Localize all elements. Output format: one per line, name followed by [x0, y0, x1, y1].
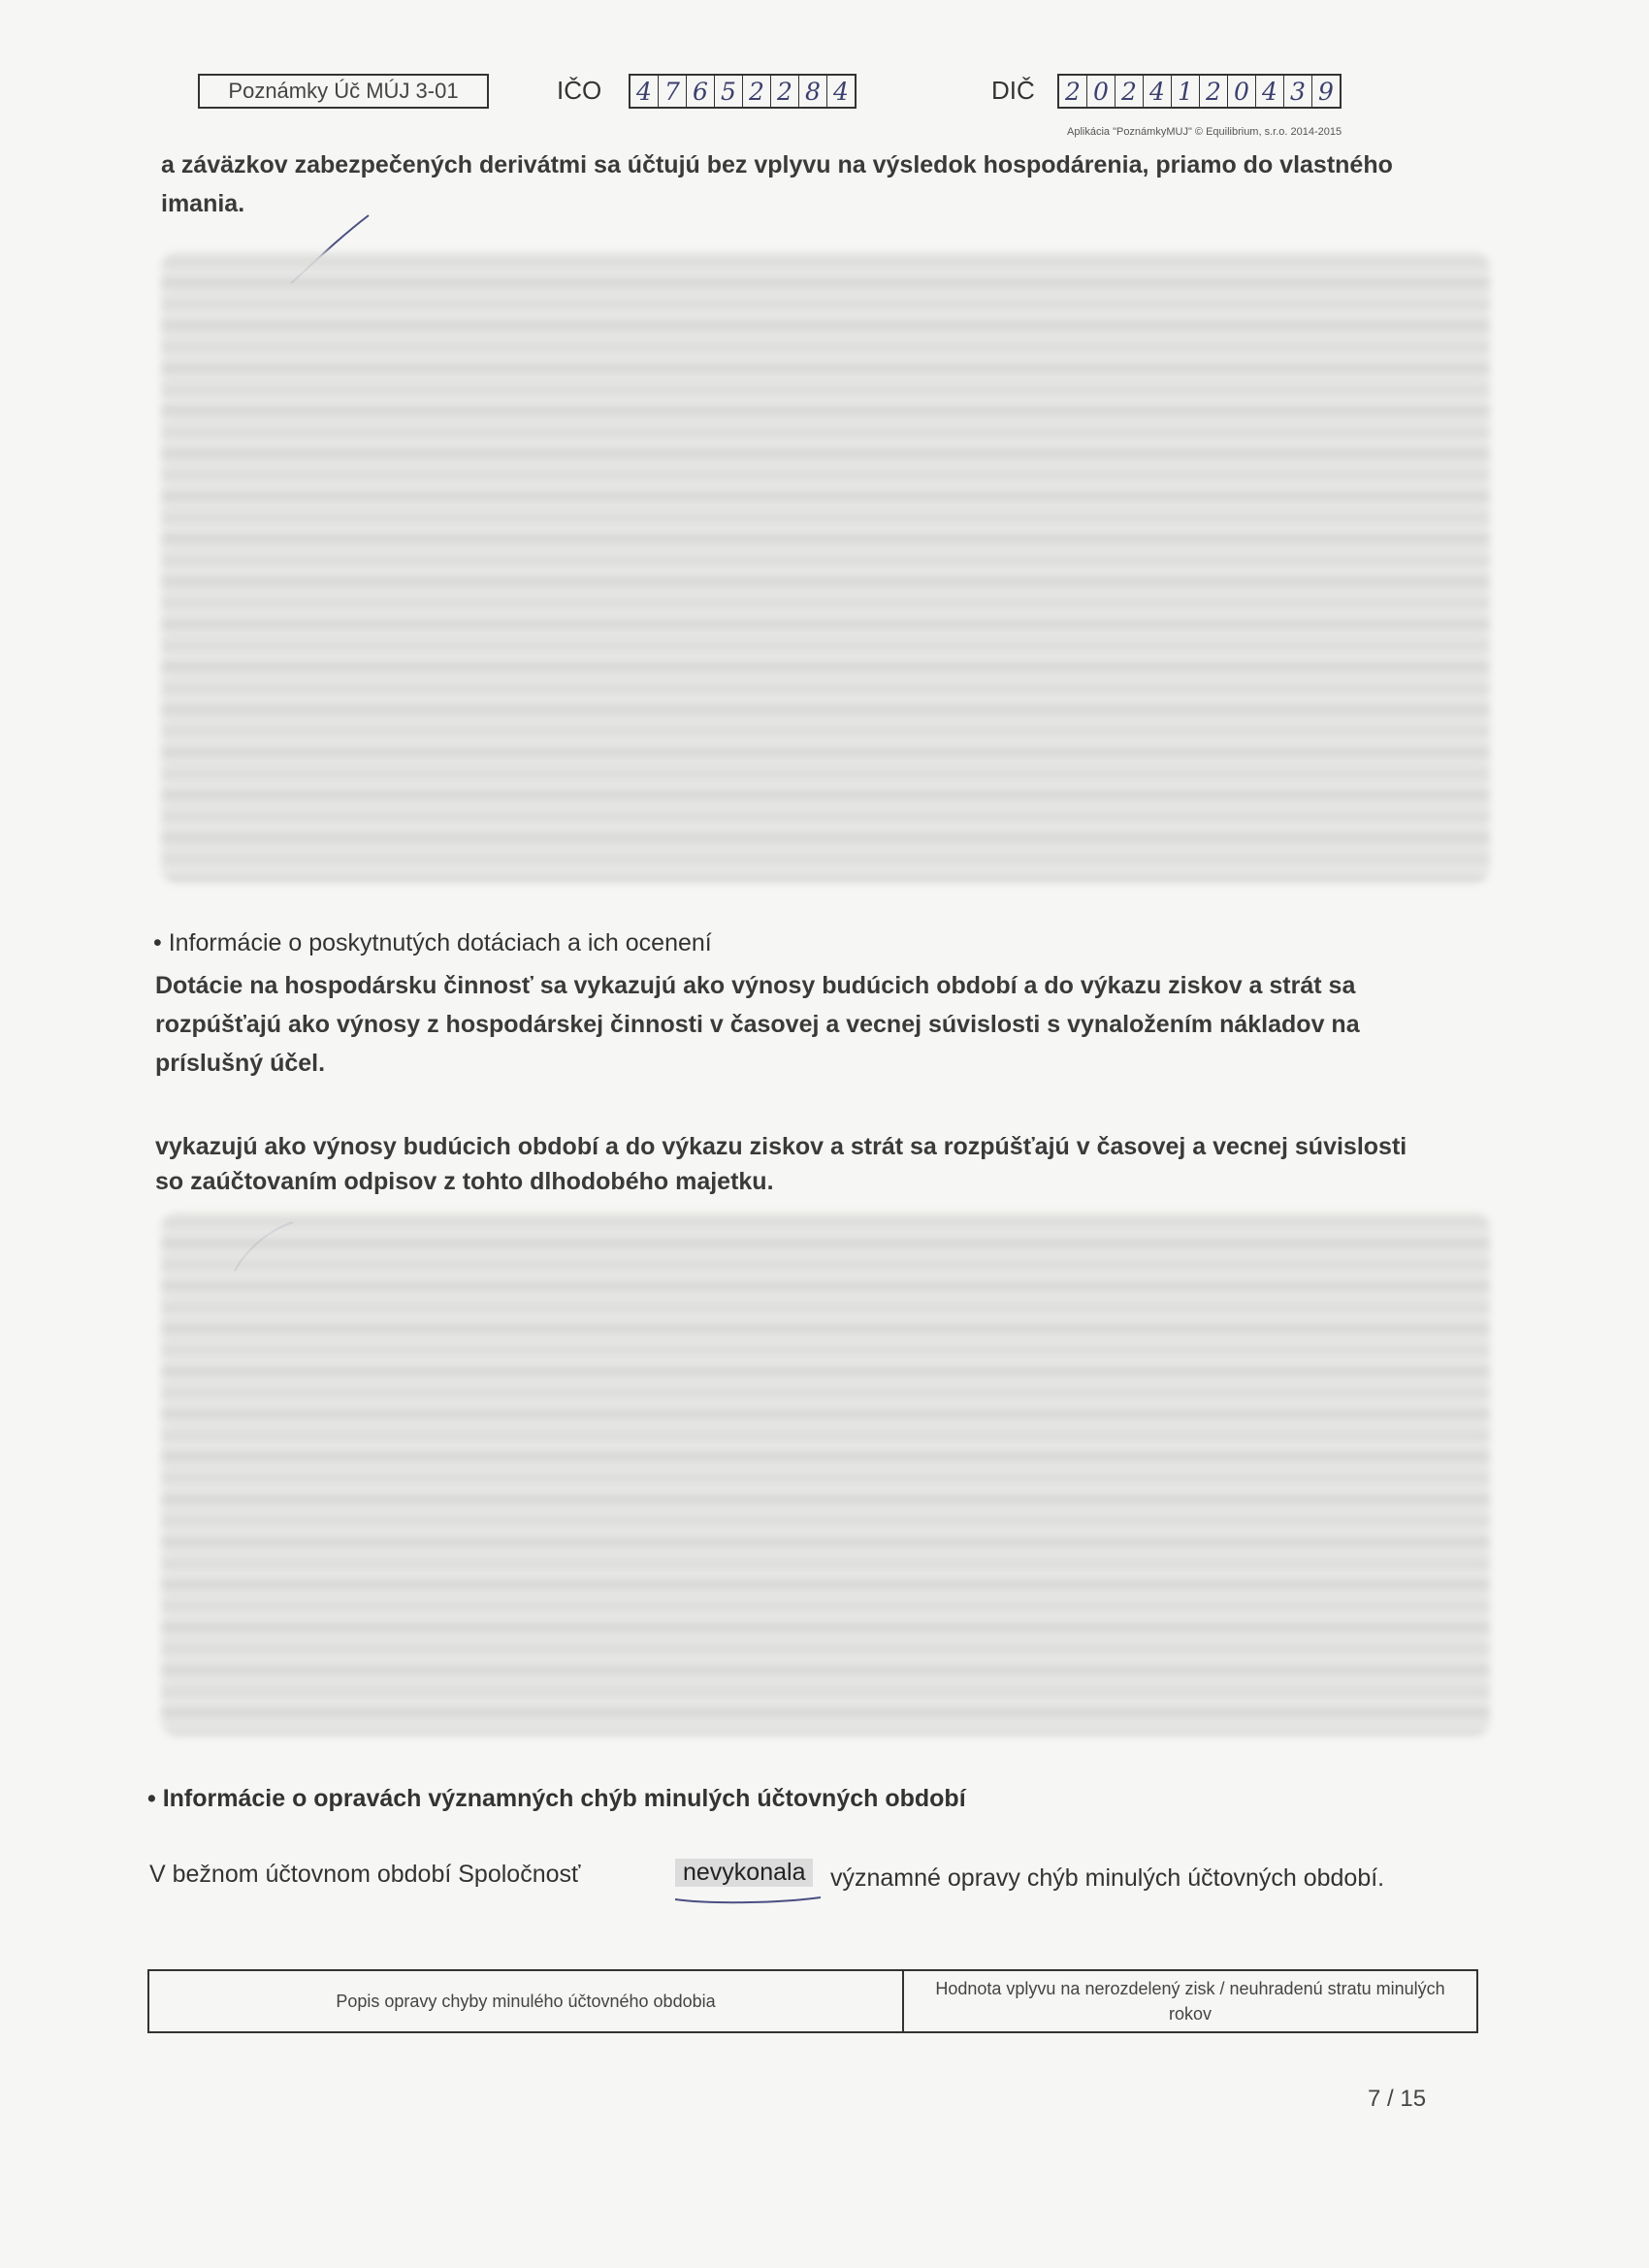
dic-digit-boxes: [1057, 74, 1342, 109]
ico-digit: 6: [687, 76, 715, 107]
dic-digit: 4: [1256, 76, 1284, 107]
subsidies-para1-line2: rozpúšťajú ako výnosy z hospodárskej činnosti v časovej a vecnej súvislosti s vynaložením nákladov na: [155, 1011, 1360, 1038]
dic-digit: 2: [1059, 76, 1087, 107]
ico-digit: 4: [833, 77, 849, 106]
ico-digit: 4: [630, 76, 659, 107]
form-header: [198, 70, 1439, 116]
ico-digit: 7: [659, 76, 687, 107]
corrections-heading: • Informácie o opravách významných chýb minulých účtovných období: [147, 1785, 966, 1812]
dic-digit: 2: [1200, 76, 1228, 107]
dic-digit: 3: [1284, 76, 1312, 107]
ico-digit: 8: [799, 76, 827, 107]
intro-line-1: a záväzkov zabezpečených derivátmi sa účtujú bez vplyvu na výsledok hospodárenia, priamo do vlastného: [161, 151, 1393, 178]
dic-label: DIČ: [991, 76, 1035, 105]
subsidies-para2-line2: so zaúčtovaním odpisov z tohto dlhodobého majetku.: [155, 1168, 774, 1195]
subsidies-para1-line1: Dotácie na hospodársku činnosť sa vykazujú ako výnosy budúcich období a do výkazu ziskov a strát sa: [155, 972, 1356, 999]
intro-line-2: imania.: [161, 190, 245, 217]
subsidies-heading: • Informácie o poskytnutých dotáciach a ich ocenení: [153, 929, 712, 956]
ico-digit: 5: [715, 76, 743, 107]
handwritten-underline: [671, 1892, 826, 1907]
ico-digit: 2: [743, 76, 771, 107]
corrections-table: [147, 1969, 1478, 2033]
ico-label: IČO: [557, 76, 602, 105]
ico-digit-boxes: [629, 74, 857, 109]
redacted-blurred-region: [161, 252, 1490, 883]
dic-digit: 1: [1172, 76, 1200, 107]
subsidies-para1-line3: príslušný účel.: [155, 1050, 326, 1077]
page-number: 7 / 15: [1368, 2086, 1427, 2112]
app-credit: Aplikácia "PoznámkyMUJ" © Equilibrium, s.r.o. 2014-2015: [1067, 126, 1342, 138]
ico-digit: 2: [771, 76, 799, 107]
table-header-description: Popis opravy chyby minulého účtovného obdobia: [149, 1971, 904, 2031]
dic-digit: 4: [1144, 76, 1172, 107]
selected-option-highlight: nevykonala: [675, 1859, 813, 1887]
dic-digit: 2: [1116, 76, 1144, 107]
dic-digit: 0: [1087, 76, 1116, 107]
redacted-blurred-region: [161, 1213, 1490, 1736]
table-header-value: Hodnota vplyvu na nerozdelený zisk / neuhradenú stratu minulých rokov: [935, 1979, 1445, 2024]
corrections-sentence-start: V bežnom účtovnom období Spoločnosť: [149, 1861, 581, 1888]
corrections-sentence-end: významné opravy chýb minulých účtovných období.: [830, 1864, 1385, 1892]
form-id-box: Poznámky Úč MÚJ 3-01: [198, 74, 489, 109]
dic-digit: 0: [1228, 76, 1256, 107]
subsidies-para2-line1: vykazujú ako výnosy budúcich období a do výkazu ziskov a strát sa rozpúšťajú v časovej a vecnej súvislosti: [155, 1133, 1407, 1160]
dic-digit: 9: [1318, 77, 1334, 106]
